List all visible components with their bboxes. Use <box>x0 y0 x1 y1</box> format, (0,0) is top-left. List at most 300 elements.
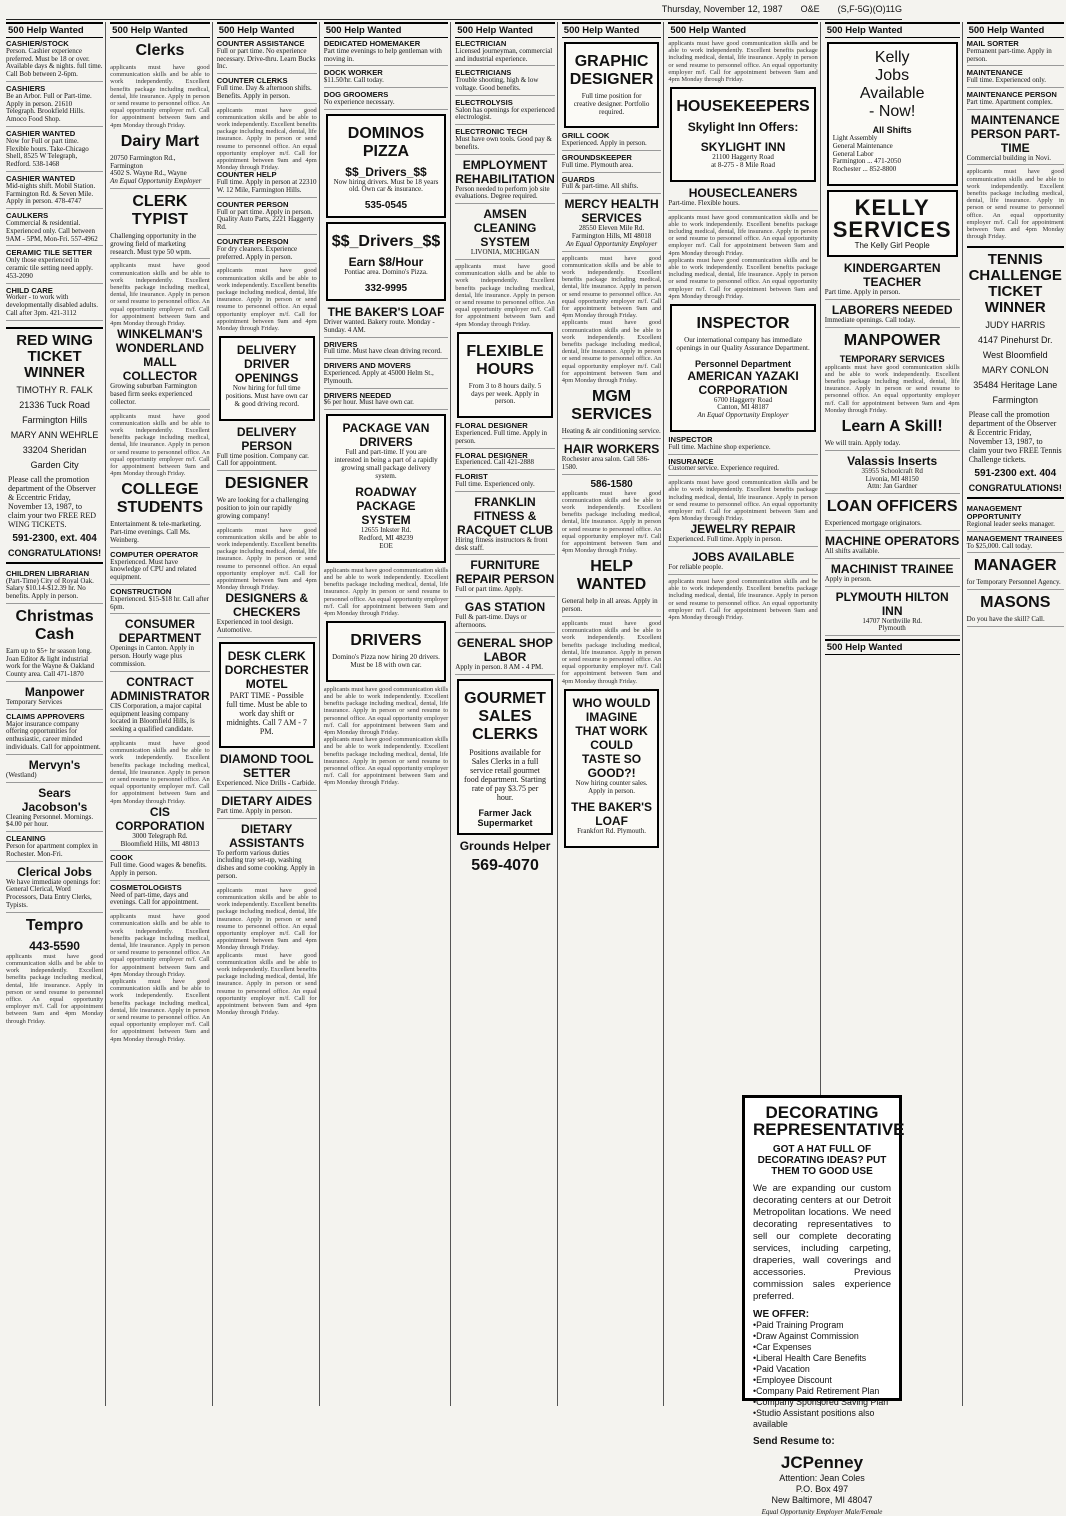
ad <box>110 645 210 671</box>
ad <box>217 171 317 197</box>
roadway-eo: EOE <box>379 541 393 550</box>
amsen-title: AMSEN CLEANING SYSTEM <box>473 207 537 250</box>
contest-winner: 35484 Heritage Lane <box>973 380 1058 391</box>
ad-body: Experienced. Call 421-2888 <box>455 458 534 467</box>
ad <box>6 130 103 172</box>
manpower-title: MANPOWER <box>843 331 941 349</box>
ad <box>6 85 103 127</box>
skylight-title: SKYLIGHT INN <box>700 140 786 155</box>
ad-body: Part time. Apply in person. <box>216 806 293 815</box>
ad <box>225 385 309 410</box>
ad <box>967 505 1064 531</box>
hair-title: HAIR WORKERS <box>563 442 660 457</box>
dietary-title: DIETARY AIDES <box>221 793 313 808</box>
ad <box>562 456 662 475</box>
ad-body: We have immediate openings for: General Clerical, Word Processors, Data Entry Clerks, Typists. <box>6 877 101 910</box>
ad <box>668 536 817 547</box>
ad-head: GUARDS <box>561 174 595 184</box>
ad-head: CLAIMS APPROVERS <box>6 711 85 721</box>
ad-body: Experienced. Apply in person. <box>561 139 647 148</box>
ad-head: COUNTER PERSON <box>216 199 289 209</box>
ad <box>217 497 317 523</box>
jcp-offer-item: • Studio Assistant positions also available <box>753 1408 891 1430</box>
ad-head: CHILDREN LIBRARIAN <box>6 568 90 578</box>
ad-body: Full time position for creative designer. Portfolio required. <box>573 92 650 116</box>
ad <box>6 879 103 913</box>
ad <box>110 551 210 585</box>
filler-text: applicants must have good communication skills and be able to work independently. Excellent benefits package including medical, dental, life insurance. Apply in person or send resume to personnel office. An equal opportunity employer m/f. Call for appointment between 9am and 4pm Monday through Friday. <box>110 64 210 129</box>
ad-body: Full & part-time. Days or afternoons. <box>455 613 527 629</box>
ad <box>217 40 317 74</box>
valassis-title: Valassis Inserts <box>847 453 938 468</box>
ad-head: MANAGEMENT TRAINEES <box>966 533 1063 543</box>
baker-title: THE BAKER'S LOAF <box>327 304 445 319</box>
ad-head: ELECTRONIC TECH <box>455 127 528 137</box>
ad <box>825 289 960 300</box>
ad-body: Apply in person. 8 AM - 4 PM. <box>455 662 543 671</box>
ad <box>825 576 960 587</box>
kelly-brand-2: SERVICES <box>832 216 952 242</box>
kelly-jobs-box <box>827 42 958 186</box>
ad <box>562 225 662 251</box>
jcp-eo: Equal Opportunity Employer Male/Female <box>761 1508 883 1516</box>
jcp-offer-item: • Employee Discount <box>753 1375 891 1386</box>
contest-winner: MARY ANN WEHRLE <box>10 429 99 440</box>
personnel-title: Personnel Department <box>695 358 792 369</box>
ad <box>110 884 210 910</box>
designer-title: DESIGNER <box>224 475 309 493</box>
ad-body: Part time. Apartment complex. <box>966 97 1053 106</box>
ad-body: Person needed to perform job site evaluations. Degree required. <box>455 184 550 201</box>
ad <box>6 212 103 246</box>
contest-winner: Farmington Hills <box>22 414 88 425</box>
ad <box>324 392 449 411</box>
ad <box>455 249 555 260</box>
ad-body: PART TIME - Possible full time. Must be able to work day shift or midnights. Call 7 AM - 7 PM. <box>226 691 308 736</box>
jcp-attn: Attention: Jean Coles <box>779 1473 865 1483</box>
ad <box>455 586 555 597</box>
section-header: 500 Help Wanted <box>217 22 317 38</box>
ad-body: Full time. Plymouth area. <box>561 160 634 169</box>
ad-body: Major insurance company offering opportunities for enthusiastic, career minded individuals. Call for appointment. <box>6 719 101 752</box>
ad-body: Earn up to $5+ hr season long. Joan Editor & light industrial work for the Wayne & Oakland County area. Call 471-1870 <box>6 646 95 679</box>
ad <box>6 772 103 783</box>
plymouth-line: Plymouth <box>878 624 906 633</box>
ad <box>332 654 441 672</box>
jcp-send: Send Resume to: <box>753 1436 835 1447</box>
ad-head: CASHIER WANTED <box>6 128 76 138</box>
ad-body: $11.50/hr. Call today. <box>323 76 384 85</box>
contest-body: Please call the promotion department of the Observer & Eccentric Friday, November 13, 1987, to claim your two FREE Tennis Challenge tickets. <box>968 410 1062 465</box>
ad <box>562 428 662 439</box>
ad-head: DRIVERS <box>323 339 358 349</box>
ad <box>825 440 960 451</box>
filler-text: applicants must have good communication skills and be able to work independently. Excellent benefits package including medical, dental, life insurance. Apply in person or send resume to personnel office. An equal opportunity employer m/f. Call for appointment between 9am and 4pm Monday through Friday. <box>110 262 210 328</box>
ad <box>668 458 817 477</box>
ad <box>110 233 210 259</box>
contest-title: RED WING TICKET WINNER <box>16 331 93 381</box>
filler-text: applicants must have good communication skills and be able to work independently. Excellent benefits package including medical, dental, life insurance. Apply in person or send resume to personnel office. An equal opportunity employer m/f. Call for appointment between 9am and 4pm Monday through Friday. <box>561 489 662 555</box>
ad-body: Experienced. Nice Drills - Carbide. <box>216 779 316 787</box>
roadway-line: 12655 Inkster Rd. <box>360 526 412 535</box>
jcp-title: DECORATING REPRESENTATIVE <box>753 1103 905 1139</box>
ad-head: COMPUTER OPERATOR <box>110 549 199 559</box>
ad-head: DOCK WORKER <box>323 68 383 78</box>
ad <box>110 854 210 880</box>
ad-head: COSMETOLOGISTS <box>110 882 182 892</box>
furniture-title: FURNITURE REPAIR PERSON <box>455 558 555 587</box>
jcp-offer-item: • Draw Against Commission <box>753 1331 891 1342</box>
ad-body: Now hiring counter sales. Apply in person. <box>575 778 648 795</box>
ad <box>455 422 555 448</box>
ad <box>455 186 555 205</box>
jewelry-title: JEWELRY REPAIR <box>690 522 796 537</box>
filler-text: applicants must have good communication skills and be able to work independently. Excellent benefits package including medical, dental, life insurance. Apply in person or send resume to personnel office. An equal opportunity employer m/f. Call for appointment between 9am and 4pm Monday through Friday. <box>216 106 317 172</box>
inspector-box <box>670 304 815 432</box>
masthead-code: (S,F-5G)(O)11G <box>837 4 902 14</box>
kelly-item: Light Assembly <box>832 134 878 142</box>
would-box <box>564 689 660 848</box>
ad-head: COUNTER CLERKS <box>216 76 288 86</box>
section-header: 500 Help Wanted <box>324 22 449 38</box>
college-title: COLLEGE STUDENTS <box>116 481 204 517</box>
column-3 <box>215 22 320 1406</box>
ad-body: CIS Corporation, a major capital equipment leasing company located in Bloomfield Hills, is seeking a qualified candidate. <box>110 701 202 734</box>
ad-body: Be an Arbor. Full or Part-time. Apply in person. 21610 Telegraph. Brookfield Hills. Amoco Food Shop. <box>6 91 92 124</box>
kelly-item: General Maintenance <box>832 141 893 150</box>
tempro-phone: 443-5590 <box>29 938 80 953</box>
ad <box>324 362 449 388</box>
diamond-title: DIAMOND TOOL SETTER <box>219 752 314 780</box>
jcp-got: GOT A HAT FULL OF DECORATING IDEAS? PUT THEM TO GOOD USE <box>757 1144 887 1177</box>
ad-head: FLORAL DESIGNER <box>455 421 528 431</box>
ad <box>217 808 317 819</box>
column-5 <box>453 22 558 1406</box>
contest-congrats: CONGRATULATIONS! <box>8 547 102 558</box>
ad-head: CASHIERS <box>6 83 46 93</box>
contest-phone: 591-2300 ext. 404 <box>974 468 1057 480</box>
ad-body: Person for apartment complex in Rochester. Mon-Fri. <box>6 842 98 858</box>
filler-text: applicants must have good communication skills and be able to work independently. Excellent benefits package including medical, dental, life insurance. Apply in person or send resume to personnel office. An equal opportunity employer m/f. Call for appointment between 9am and 4pm Monday through Friday. <box>110 412 210 478</box>
cis-title: CIS CORPORATION <box>115 804 205 833</box>
section-header: 500 Help Wanted <box>967 22 1064 38</box>
ad-head: FLORAL DESIGNER <box>455 450 528 460</box>
filler-text: applicants must have good communication skills and be able to work independently. Excellent benefits package including medical, dental, life insurance. Apply in person or send resume to personnel office. An equal opportunity employer m/f. Call for appointment between 9am and 4pm Monday through Friday. <box>561 620 662 685</box>
ad <box>668 564 817 575</box>
ad-body: Immediate openings. Call today. <box>824 315 916 324</box>
ad-body: For reliable people. <box>668 563 723 572</box>
sears-title: Sears Jacobson's <box>21 785 88 814</box>
gas-title: GAS STATION <box>464 600 546 615</box>
employment-title: EMPLOYMENT REHABILITATION <box>455 157 555 186</box>
ad <box>324 319 449 338</box>
ad-head: ELECTRICIAN <box>455 39 507 48</box>
mercy-eo: An Equal Opportunity Employer <box>565 239 658 248</box>
contest-winner: JUDY HARRIS <box>985 320 1046 331</box>
column-1 <box>4 22 106 1406</box>
bottom-header: 500 Help Wanted <box>825 639 960 655</box>
checkers-title: DESIGNERS & CHECKERS <box>225 591 309 620</box>
ad <box>110 155 210 189</box>
filler-text: applicants must have good communication skills and be able to work independently. Excellent benefits package including medical, dental, life insurance. Apply in person or send resume to personnel office. An equal opportunity employer m/f. Call for appointment between 9am and 4pm Monday through Friday. <box>455 262 555 328</box>
kelly-item: General Labor <box>832 149 874 158</box>
help-title: HELP WANTED <box>576 558 647 594</box>
ad <box>332 449 441 482</box>
ad <box>217 780 317 791</box>
contract-title: CONTRACT ADMINISTRATOR <box>110 674 210 703</box>
contest-winner: 21336 Tuck Road <box>19 399 90 410</box>
ad <box>455 452 555 471</box>
ad <box>217 201 317 235</box>
ad <box>455 664 555 675</box>
gourmet-box <box>457 679 553 835</box>
filler-text: applicants must have good communication skills and be able to work independently. Excellent benefits package including medical, dental, life insurance. Apply in person or send resume to personnel office. An equal opportunity employer m/f. Call for appointment between 9am and 4pm Monday through Friday. <box>323 566 449 617</box>
desk-title: DESK CLERK DORCHESTER MOTEL <box>224 649 309 691</box>
general-title: GENERAL SHOP LABOR <box>457 635 553 664</box>
ad <box>110 588 210 614</box>
ad-head: INSURANCE <box>668 456 714 466</box>
ad-head: GRILL COOK <box>561 131 610 141</box>
grounds-phone: 569-4070 <box>471 856 539 874</box>
ad-body: for Temporary Personnel Agency. <box>966 578 1061 587</box>
ad-body: (Westland) <box>6 770 37 779</box>
ad <box>455 614 555 633</box>
hair-phone: 586-1580 <box>590 478 633 490</box>
machine-title: MACHINE OPERATORS <box>825 533 960 548</box>
would-title: WHO WOULD IMAGINE THAT WORK COULD TASTE SO GOOD?! <box>572 695 651 780</box>
ad <box>324 341 449 360</box>
ad <box>110 521 210 547</box>
contest-congrats: CONGRATULATIONS! <box>968 483 1062 494</box>
filler-text: applicants must have good communication skills and be able to work independently. Excellent benefits package including medical, dental, life insurance. Apply in person or send resume to personnel office. An equal opportunity employer m/f. Call for appointment between 9am and 4pm Monday through Friday. <box>110 740 210 805</box>
ad-head: CERAMIC TILE SETTER <box>6 248 93 258</box>
filler-text: applicants must have good communication skills and be able to work independently. Excellent benefits package including medical, dental, life insurance. Apply in person or send resume to personnel office. An equal opportunity employer m/f. Call for appointment between 9am and 4pm Monday through Friday. <box>110 978 210 1043</box>
ad <box>825 317 960 328</box>
filler-text: applicants must have good communication skills and be able to work independently. Excellent benefits package including medical, dental, life insurance. Apply in person or send resume to personnel office. An equal opportunity employer m/f. Call for appointment between 9am and 4pm Monday through Friday. <box>561 254 662 320</box>
ad-body: General help in all areas. Apply in person. <box>561 597 658 614</box>
ad-body: (Part-Time) City of Royal Oak. Salary $10.14-$12.39 hr. No benefits. Apply in person. <box>6 576 94 601</box>
jcp-offer-item: • Paid Training Program <box>753 1320 891 1331</box>
ad <box>6 699 103 710</box>
ad <box>324 40 449 66</box>
contest-winner: West Bloomfield <box>982 350 1048 361</box>
ad-body: Licensed journeyman, commercial and industrial experience. <box>455 46 553 63</box>
ad-body: Commercial & residential. Experienced only. Call between 9AM - 5PM, Mon-Fri. 557-4962 <box>6 218 98 243</box>
ad <box>110 703 210 737</box>
bakers-title: THE BAKER'S LOAF <box>571 800 652 829</box>
jcp-box-line: P.O. Box 497 <box>795 1484 849 1494</box>
dominos2-phone: 332-9995 <box>364 282 408 294</box>
contest-body: Please call the promotion department of the Observer & Eccentric Friday, November 13, 1987, to claim your two FREE RED WING TICKETS. <box>8 474 96 529</box>
roadway-title: ROADWAY PACKAGE SYSTEM <box>355 485 417 528</box>
dominos-box <box>326 114 447 219</box>
ad <box>332 269 441 279</box>
ad-head: COUNTER ASSISTANCE <box>216 39 305 48</box>
package-van-box <box>326 414 447 563</box>
kelly-brand: KELLY <box>854 194 930 220</box>
valassis-line: Livonia, MI 48150 <box>865 474 919 483</box>
roadway-line: Redford, MI 48239 <box>358 534 414 543</box>
ad <box>967 69 1064 88</box>
section-header: 500 Help Wanted <box>110 22 210 38</box>
consumer-title: CONSUMER DEPARTMENT <box>118 617 202 646</box>
ad-head: CASHIER WANTED <box>6 173 76 183</box>
ad-body: To $25,000. Call today. <box>966 541 1033 550</box>
ad-body: Full time. Experienced only. <box>455 479 535 488</box>
dominos-title: DOMINOS PIZZA <box>347 124 425 160</box>
ad <box>217 850 317 884</box>
ad-body: Mid-nights shift. Mobil Station. Farmington Rd. & Seven Mile. Apply in person. 478-4747 <box>6 181 96 206</box>
ad <box>455 69 555 95</box>
jcp-brand: JCPenney <box>780 1453 864 1472</box>
mercy-line: Farmington Hills, MI 48018 <box>571 231 652 240</box>
ad-body: Person. Cashier experience preferred. Must be 18 or over. Available days & nights. full time. Call Bob between 2-6pm. <box>6 46 103 79</box>
ad <box>6 835 103 861</box>
ad <box>825 548 960 559</box>
ad-head: ELECTRICIANS <box>455 68 512 78</box>
valassis-line: Attn: Jan Gardner <box>867 482 918 491</box>
ad-body: Trouble shooting, high & low voltage. Good benefits. <box>455 76 539 92</box>
drivers-box <box>326 621 447 682</box>
ad-head: COUNTER PERSON <box>216 236 289 246</box>
contest-phone: 591-2300, ext. 404 <box>12 532 97 544</box>
ad-body: We are looking for a challenging position to join our rapidly growing company! <box>216 496 309 520</box>
ad-body: We will train. Apply today. <box>824 439 901 447</box>
ad <box>455 473 555 492</box>
contest-winner: TIMOTHY R. FALK <box>16 384 93 395</box>
filler-text: applicants must have good communication skills and be able to work independently. Excellent benefits package including medical, dental, life insurance. Apply in person or send resume to personnel office. An equal opportunity employer m/f. Call for appointment between 9am and 4pm Monday through Friday. <box>668 256 818 300</box>
ad-body: $6 per hour. Must have own car. <box>323 398 414 407</box>
housekeepers-sub: Skylight Inn Offers: <box>687 120 799 135</box>
filler-text: applicants must have good communication skills and be able to work independently. Excellent benefits package including medical, dental, life insurance. Apply in person or send resume to personnel office. An equal opportunity employer m/f. Call for appointment between 9am and 4pm Monday through Friday. <box>561 319 662 385</box>
jcpenney-ad <box>742 1095 905 1516</box>
ad-body: Do you have the skill? Call. <box>966 615 1045 624</box>
ad-body: Full time. Day & afternoon shifts. Benefits. Apply in person. <box>216 83 312 100</box>
ad-body: Part time evenings to help gentleman with moving in. <box>323 46 442 63</box>
dietary-assistant-title: DIETARY ASSISTANTS <box>229 821 305 850</box>
filler-text: applicants must have good communication skills and be able to work independently. Excellent benefits package including medical, dental, life insurance. Apply in person or send resume to personnel office. An equal opportunity employer m/f. Call for appointment between 9am and 4pm Monday through Friday. <box>6 952 104 1025</box>
filler-text: applicants must have good communication skills and be able to work independently. Excellent benefits package including medical, dental, life insurance. Apply in person or send resume to personnel office. An equal opportunity employer m/f. Call for appointment between 9am and 4pm Monday through Friday. <box>323 736 449 787</box>
ad-body: Rochester area salon. Call 586-1580. <box>561 455 650 471</box>
ad-body: From 3 to 8 hours daily. 5 days per week. Apply in person. <box>468 381 542 406</box>
delivery-person-title: DELIVERY PERSON <box>236 424 297 453</box>
ad-body: Experienced. Apply at 45000 Helm St., Plymouth. <box>323 368 434 385</box>
masthead <box>6 4 902 20</box>
ad-body: Experienced. Must have knowledge of CPU and related equipment. <box>110 557 197 582</box>
ad <box>6 287 103 321</box>
personnel-company: AMERICAN YAZAKI CORPORATION <box>687 368 799 397</box>
ad-body: Cleaning Personnel. Mornings. $4.00 per hour. <box>6 812 94 829</box>
contest-title: TENNIS CHALLENGE TICKET WINNER <box>968 251 1062 317</box>
ad-head: MAIL SORTER <box>966 39 1019 48</box>
ad-head: CAULKERS <box>6 211 49 221</box>
manager-title: MANAGER <box>973 557 1057 575</box>
maintenance-title: MAINTENANCE PERSON PART-TIME <box>970 112 1060 155</box>
ad-body: Experienced in tool design. Automotive. <box>216 618 294 635</box>
column-2 <box>108 22 213 1406</box>
ad <box>967 40 1064 66</box>
section-header: 500 Help Wanted <box>562 22 662 38</box>
ad-body: Positions available for Sales Clerks in a full service retail gourmet food department. Starting rate of pay $3.75 per hour. <box>464 747 547 802</box>
ad-body: Temporary Services <box>6 698 63 707</box>
jcp-offer-item: • Car Expenses <box>753 1342 891 1353</box>
valassis-line: 35955 Schoolcraft Rd <box>861 466 923 475</box>
jcp-offer-item: • Paid Vacation <box>753 1364 891 1375</box>
housekeepers-box <box>670 87 815 182</box>
ad-body: Salon has openings for experienced electrologist. <box>455 105 555 122</box>
section-header: 500 Help Wanted <box>825 22 960 38</box>
dominos2-title: $$_Drivers_$$ <box>331 233 441 251</box>
ad-body: Experienced. $15-$18 hr. Call after 6pm. <box>110 594 209 611</box>
loan-title: LOAN OFFICERS <box>826 498 958 516</box>
manpower-sub: TEMPORARY SERVICES <box>839 353 945 364</box>
ad <box>332 527 441 552</box>
kelly-word: Available <box>859 85 925 102</box>
ad <box>6 814 103 833</box>
jcp-offer-item: • Liberal Health Care Benefits <box>753 1353 891 1364</box>
ad-head: ELECTROLYSIS <box>455 97 513 107</box>
grounds-title: Grounds Helper <box>459 838 551 853</box>
ad-body: Experienced mortgage originators. <box>824 519 922 528</box>
ad-head: COOK <box>110 853 133 863</box>
ad <box>562 176 662 195</box>
ad-body: Full time. Apply in person at 22310 W. 12 Mile, Farmington Hills. <box>216 178 317 194</box>
ad <box>833 135 952 176</box>
gourmet-title: GOURMET SALES CLERKS <box>464 689 546 743</box>
ad-body: Full time. Experienced only. <box>966 76 1047 85</box>
section-header: 500 Help Wanted <box>668 22 817 38</box>
ad-head: MAINTENANCE PERSON <box>966 89 1057 99</box>
ad-body: Permanent part-time. Apply in person. <box>966 46 1052 63</box>
ad-head: MANAGEMENT OPPORTUNITY <box>966 504 1022 522</box>
personnel-line: 6700 Haggerty Road <box>713 395 773 404</box>
ad-body: Our international company has immediate openings in our Quality Assurance Department. <box>676 336 810 352</box>
ad-body: Need of part-time, days and evenings. Call for appointment. <box>110 890 199 907</box>
contest-winner: 33204 Sheridan <box>22 444 87 455</box>
ad-body: Full time. Must have clean driving record. <box>323 347 442 356</box>
red-wing-contest <box>6 327 103 564</box>
ad-body: No experience necessary. <box>323 97 395 106</box>
ad-body: Full or part time. Apply. <box>455 585 523 594</box>
mercy-line: 28550 Eleven Mile Rd. <box>578 224 645 233</box>
package-title: PACKAGE VAN DRIVERS <box>342 421 430 450</box>
ad-body: Must have own tools. Good pay & benefits. <box>455 134 552 151</box>
franklin-title: FRANKLIN FITNESS & RACQUET CLUB <box>457 494 554 537</box>
ad <box>570 780 654 798</box>
kelly-loc: Farmington ... 471-2050 <box>832 157 901 166</box>
mervyns-title: Mervyn's <box>28 757 81 772</box>
kelly-word: Kelly <box>874 49 910 66</box>
tennis-contest <box>967 246 1064 499</box>
kelly-sub: The Kelly Girl People <box>854 240 930 250</box>
manpower-title: Manpower <box>24 685 85 700</box>
ad <box>6 648 103 682</box>
tempro-title: Tempro <box>25 916 84 934</box>
ad <box>562 598 662 617</box>
collector-title: COLLECTOR <box>122 369 198 384</box>
ad-body: Part time. Apply in person. <box>824 287 901 296</box>
dairy-line: 20750 Farmington Rd., Farmington <box>110 153 176 170</box>
filler-text: applicants must have good communication skills and be able to work independently. Excellent benefits package including medical, dental, life insurance. Apply in person or send resume to personnel office. An equal opportunity employer m/f. Call for appointment between 9am and 4pm Monday through Friday. <box>824 363 960 414</box>
contest-winner: Garden City <box>30 459 79 470</box>
ad-body: Now hiring for full time positions. Must have own car & good driving record. <box>225 384 308 408</box>
filler-text: applicants must have good communication skills and be able to work independently. Excellent benefits package including medical, dental, life insurance. Apply in person or send resume to personnel office. An equal opportunity employer m/f. Call for appointment between 9am and 4pm Monday through Friday. <box>668 578 818 622</box>
ad-body: Full and part-time. If you are interested in being a part of a rapidly growing small package delivery system. <box>334 448 438 480</box>
kelly-word: Jobs <box>875 67 910 84</box>
ad <box>562 132 662 151</box>
ad-head: DRIVERS NEEDED <box>323 390 392 400</box>
ad-head: FLORIST <box>455 472 488 482</box>
